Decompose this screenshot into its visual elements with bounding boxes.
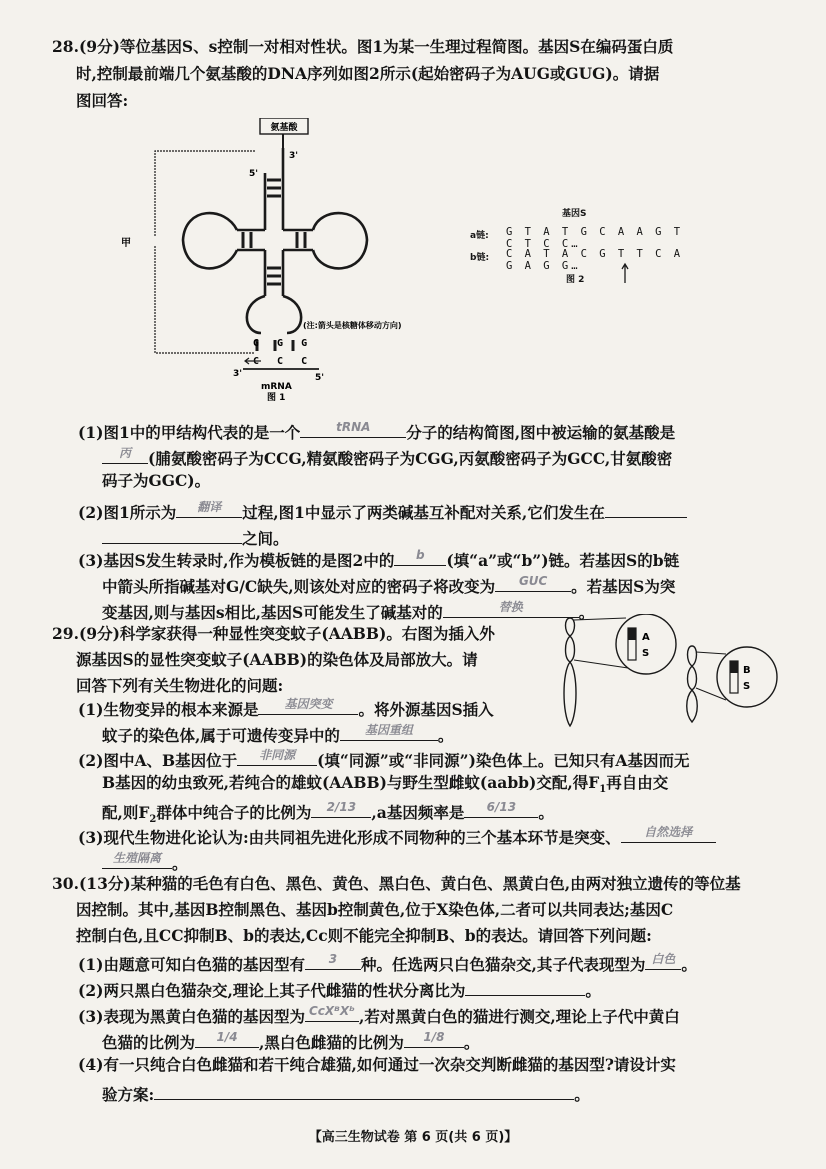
q30-line3: 控制白色,且CC抑制B、b的表达,Cc则不能完全抑制B、b的表达。请回答下列问题: [76,926,652,945]
q28-part3-line2: 中箭头所指碱基对G/C缺失,则该处对应的密码子将改变为 GUC 。若基因S为突 [102,574,676,596]
q29-answer-blank-4[interactable]: 2/13 [311,798,371,818]
anticodon: G G G [253,338,314,349]
q30-part1: (1)由题意可知白色猫的基因型有 3 种。任选两只白色猫杂交,其子代表现型为 白色 。 [78,952,697,974]
q28-part3-line1: (3)基因S发生转录时,作为模板链的是图2中的 b (填“a”或“b”)链。若基因S的b链 [78,548,680,570]
q30-part3-line1: (3)表现为黑黄白色猫的基因型为 CcXᴮXᵇ ,若对黑黄白色的猫进行测交,理论上子代中黄白 [78,1004,680,1026]
chromosome-figure [562,614,792,734]
q28-answer-blank-4[interactable] [605,498,687,518]
q29-answer-blank-5[interactable]: 6/13 [464,798,538,818]
q28-line3: 图回答: [76,91,129,110]
gene-b-label: B [743,665,751,676]
q29-header: 29.(9分)科学家获得一种显性突变蚊子(AABB)。右图为插入外 [52,624,495,643]
q28-answer-blank-5[interactable] [102,524,242,544]
q30-line2: 因控制。其中,基因B控制黑色、基因b控制黄色,位于X染色体,二者可以共同表达;基因C [76,900,674,919]
figure-2-caption: 图 2 [566,275,585,285]
gene-s-label-2: S [743,681,751,692]
q28-part2-line1: (2)图1所示为 翻译 过程,图1中显示了两类碱基互补配对关系,它们发生在 [78,498,687,524]
q28-answer-blank-7[interactable]: GUC [495,572,571,592]
q30-answer-blank-5[interactable]: 1/4 [195,1028,259,1048]
q29-answer-blank-7[interactable]: 生殖隔离 [102,849,172,869]
svg-text:5': 5' [249,169,259,179]
q29-part3-line2: 生殖隔离 。 [102,849,188,875]
figure-2-gene-sequence: 基因S a链: G T A T G C A A G T C T C C… b链: C A T A C G T T C A G A G G… 图 2 [470,206,700,291]
q29-answer-blank-3[interactable]: 非同源 [237,746,317,766]
q29-part2-line3: 配,则$F_2$群体中纯合子的比例为 2/13 ,a基因频率是 6/13 。 [102,800,554,826]
q29-part1-line1: (1)生物变异的根本来源是 基因突变 。将外源基因S插入 [78,697,494,719]
b-strand: C A T A C G T T C A G A G G… [506,248,684,272]
q30-part4-line1: (4)有一只纯合白色雌猫和若干纯合雄猫,如何通过一次杂交判断雌猫的基因型?请设计实 [78,1055,676,1074]
amino-acid-box: 氨基酸 [270,123,298,133]
q29-part2-line1: (2)图中A、B基因位于 非同源 (填“同源”或“非同源”)染色体上。已知只有A基因而无 [78,748,690,770]
q29-part1-line2: 蚊子的染色体,属于可遗传变异中的 基因重组 。 [102,723,454,745]
q29-part2-line2: B基因的幼虫致死,若纯合的雄蚊(AABB)与野生型雌蚊(aabb)交配,得$F_1$再自由交 [102,773,669,796]
arrow-up-icon [620,262,630,284]
q30-answer-blank-7[interactable] [154,1080,574,1100]
svg-text:3': 3' [233,369,243,379]
q30-part4-line2: 验方案: 。 [102,1080,590,1106]
q30-part3-line2: 色猫的比例为 1/4 ,黑白色雌猫的比例为 1/8 。 [102,1030,480,1052]
svg-text:5': 5' [315,373,325,383]
ribosome-note: (注:箭头是核糖体移动方向) [303,321,402,330]
q28-answer-blank-2[interactable]: 丙 [102,444,148,464]
q30-answer-blank-4[interactable]: CcXᴮXᵇ [305,1002,359,1022]
gene-a-label: A [642,632,650,643]
figure-1-trna-diagram [115,118,475,403]
q28-part1-line1: (1)图1中的甲结构代表的是一个 tRNA 分子的结构简图,图中被运输的氨基酸是 [78,420,676,442]
codon: C C C [253,356,314,367]
q30-answer-blank-1[interactable]: 3 [305,950,361,970]
page-footer: 【高三生物试卷 第 6 页(共 6 页)】 [308,1130,518,1145]
svg-text:3': 3' [289,151,299,161]
figure-2-title: 基因S [562,209,587,219]
q28-header: 28.(9分)等位基因S、s控制一对相对性状。图1为某一生理过程简图。基因S在编码蛋白质 [52,37,674,56]
q29-line2: 源基因S的显性突变蚊子(AABB)的染色体及局部放大。请 [76,650,478,669]
q28-answer-blank-6[interactable]: b [394,546,446,566]
q29-part3-line1: (3)现代生物进化论认为:由共同祖先进化形成不同物种的三个基本环节是突变、 自然选择 [78,823,716,849]
q28-part2-line2: 之间。 [102,524,289,550]
q28-answer-blank-3[interactable]: 翻译 [176,498,242,518]
q28-answer-blank-8[interactable]: 替换 [443,598,579,618]
figure-1-caption: 图 1 [267,393,286,403]
q28-answer-blank-1[interactable]: tRNA [300,418,406,438]
a-strand: G T A T G C A A G T C T C C… [506,226,684,250]
q29-line3: 回答下列有关生物进化的问题: [76,676,284,695]
gene-s-label-1: S [642,648,650,659]
q30-part2: (2)两只黑白色猫杂交,理论上其子代雌猫的性状分离比为 。 [78,976,601,1002]
mrna-label: mRNA [261,382,292,392]
q30-answer-blank-3[interactable] [465,976,585,996]
q30-header: 30.(13分)某种猫的毛色有白色、黑色、黄色、黑白色、黄白色、黑黄白色,由两对独立遗传的等位基 [52,874,741,893]
q28-part3-line3: 变基因,则与基因s相比,基因S可能发生了碱基对的 替换 。 [102,600,595,622]
q28-part1-line3: 码子为GGC)。 [102,471,211,490]
q28-part1-line2: 丙 (脯氨酸密码子为CCG,精氨酸密码子为CGG,丙氨酸密码子为GCC,甘氨酸密 [102,444,672,470]
q28-line2: 时,控制最前端几个氨基酸的DNA序列如图2所示(起始密码子为AUG或GUG)。请据 [76,64,660,83]
q30-answer-blank-6[interactable]: 1/8 [404,1028,464,1048]
q29-answer-blank-2[interactable]: 基因重组 [340,721,438,741]
q30-answer-blank-2[interactable]: 白色 [645,950,681,970]
q29-answer-blank-1[interactable]: 基因突变 [258,695,358,715]
jia-label: 甲 [121,238,131,249]
q29-answer-blank-6[interactable]: 自然选择 [621,823,716,843]
